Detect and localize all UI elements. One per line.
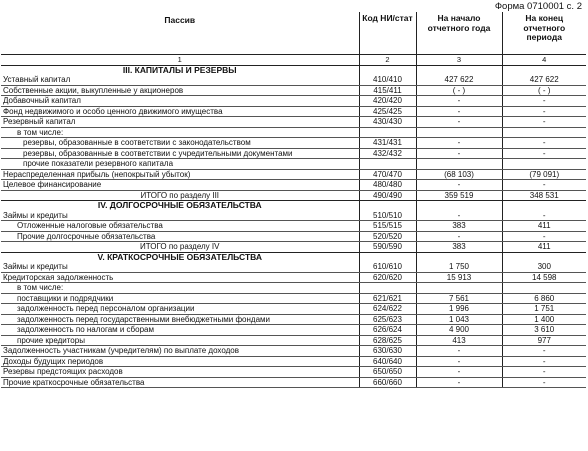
row-code: 610/610 [359,262,416,272]
row-value-beginning: 15 913 [416,272,502,283]
row-name: V. КРАТКОСРОЧНЫЕ ОБЯЗАТЕЛЬСТВА [97,252,263,262]
table-row [1,325,586,336]
header-code: Код НИ/стат [359,12,416,55]
header-beginning-of-year: На начало отчетного года [416,12,502,55]
row-value-end: - [502,106,586,117]
row-code: 630/630 [359,346,416,357]
row-name: Прочие краткосрочные обязательства [1,377,359,388]
row-code: 620/620 [359,272,416,283]
row-value-end: 6 860 [502,293,586,304]
table-row [1,367,586,378]
row-code [359,159,416,170]
row-value-end: 1 751 [502,304,586,315]
row-value-end: 300 [502,262,586,272]
row-name: задолженность перед персоналом организации [1,304,359,315]
row-value-beginning: 7 561 [416,293,502,304]
row-value-end: - [502,356,586,367]
row-value-end: - [502,180,586,191]
table-row [1,377,586,388]
row-value-end [502,201,586,211]
row-code: 480/480 [359,180,416,191]
row-value-beginning: - [416,138,502,149]
row-name: Уставный капитал [1,75,359,85]
row-code: 520/520 [359,231,416,242]
row-code: 432/432 [359,148,416,159]
row-code: 621/621 [359,293,416,304]
row-value-beginning: 1 750 [416,262,502,272]
row-value-beginning: - [416,96,502,107]
row-value-end: 411 [502,221,586,232]
row-value-end: 3 610 [502,325,586,336]
section-heading-row [1,65,586,75]
total-row [1,242,586,253]
row-value-end: - [502,211,586,221]
row-value-end: - [502,231,586,242]
row-code: 431/431 [359,138,416,149]
row-code: 410/410 [359,75,416,85]
row-value-beginning [416,252,502,262]
row-value-end: - [502,117,586,128]
table-row [1,283,586,294]
column-number: 2 [359,55,416,66]
row-value-beginning [416,65,502,75]
row-name: Нераспределенная прибыль (непокрытый убыток) [1,169,359,180]
table-row [1,180,586,191]
row-name: Резервы предстоящих расходов [1,367,359,378]
table-row [1,211,586,221]
row-value-end [502,252,586,262]
row-value-end: 14 598 [502,272,586,283]
table-row [1,127,586,138]
row-code: 420/420 [359,96,416,107]
row-name: Прочие долгосрочные обязательства [1,231,359,242]
row-name: III. КАПИТАЛЫ И РЕЗЕРВЫ [122,65,237,75]
row-name: Фонд недвижимого и особо ценного движимого имущества [1,106,359,117]
row-value-beginning [416,201,502,211]
row-value-beginning: - [416,148,502,159]
table-row [1,159,586,170]
row-name: Доходы будущих периодов [1,356,359,367]
row-name: Займы и кредиты [1,262,359,272]
row-code: 660/660 [359,377,416,388]
row-value-beginning: - [416,106,502,117]
table-row [1,356,586,367]
row-value-beginning: - [416,180,502,191]
table-row [1,293,586,304]
row-value-end: 977 [502,335,586,346]
row-name: резервы, образованные в соответствии с учредительными документами [1,148,359,159]
form-label: Форма 0710001 с. 2 [494,1,582,12]
section-heading-row [1,252,586,262]
row-code: 470/470 [359,169,416,180]
row-name: Задолженность участникам (учредителям) по выплате доходов [1,346,359,357]
row-code: 628/625 [359,335,416,346]
row-name: Резервный капитал [1,117,359,128]
row-name: поставщики и подрядчики [1,293,359,304]
row-value-end [502,127,586,138]
section-heading-row [1,201,586,211]
column-numbers-row [1,55,586,66]
row-code: 425/425 [359,106,416,117]
row-value-end: - [502,148,586,159]
row-value-end: ( - ) [502,85,586,96]
row-value-beginning: 383 [416,242,502,253]
table-row [1,231,586,242]
row-value-beginning: (68 103) [416,169,502,180]
row-value-end [502,283,586,294]
row-value-beginning: - [416,346,502,357]
table-row [1,314,586,325]
row-code [359,252,416,262]
row-name: прочие кредиторы [1,335,359,346]
table-row [1,335,586,346]
row-code: 430/430 [359,117,416,128]
row-name: прочие показатели резервного капитала [1,159,359,170]
row-value-end: 411 [502,242,586,253]
row-value-beginning: - [416,231,502,242]
row-name: ИТОГО по разделу III [1,190,359,201]
row-name: задолженность по налогам и сборам [1,325,359,336]
row-value-beginning: 4 900 [416,325,502,336]
row-value-beginning: - [416,211,502,221]
row-value-end: 427 622 [502,75,586,85]
header-name: Пассив [1,12,359,55]
row-value-end: 1 400 [502,314,586,325]
row-code: 640/640 [359,356,416,367]
row-code [359,65,416,75]
row-value-end [502,65,586,75]
row-code: 590/590 [359,242,416,253]
row-value-end: (79 091) [502,169,586,180]
row-code [359,201,416,211]
total-row [1,190,586,201]
row-value-beginning [416,283,502,294]
table-row [1,96,586,107]
column-number: 4 [502,55,586,66]
row-name: в том числе: [1,283,359,294]
header-end-of-period: На конец отчетного периода [502,12,586,55]
row-value-beginning: - [416,117,502,128]
row-value-end [502,159,586,170]
table-row [1,272,586,283]
row-code: 515/515 [359,221,416,232]
row-value-beginning: 413 [416,335,502,346]
row-name: Собственные акции, выкупленные у акционеров [1,85,359,96]
row-value-beginning: - [416,377,502,388]
row-value-beginning [416,127,502,138]
row-value-beginning: - [416,367,502,378]
row-value-beginning: ( - ) [416,85,502,96]
table-row [1,221,586,232]
row-name: Кредиторская задолженность [1,272,359,283]
row-code [359,127,416,138]
row-value-beginning: 359 519 [416,190,502,201]
table-row [1,85,586,96]
table-row [1,169,586,180]
row-code: 490/490 [359,190,416,201]
table-row [1,148,586,159]
table-row [1,106,586,117]
column-number: 1 [1,55,359,66]
row-value-end: - [502,346,586,357]
row-value-end: - [502,96,586,107]
row-code: 650/650 [359,367,416,378]
row-code: 625/623 [359,314,416,325]
column-number: 3 [416,55,502,66]
row-name: Целевое финансирование [1,180,359,191]
row-code [359,283,416,294]
table-row [1,75,586,85]
balance-liabilities-table [1,12,586,388]
row-name: Добавочный капитал [1,96,359,107]
row-value-beginning: 1 043 [416,314,502,325]
row-value-beginning [416,159,502,170]
row-name: задолженность перед государственными внебюджетными фондами [1,314,359,325]
row-value-end: - [502,377,586,388]
row-value-end: 348 531 [502,190,586,201]
row-code: 626/624 [359,325,416,336]
row-name: ИТОГО по разделу IV [1,242,359,253]
row-value-end: - [502,138,586,149]
row-value-beginning: - [416,356,502,367]
row-name: IV. ДОЛГОСРОЧНЫЕ ОБЯЗАТЕЛЬСТВА [97,200,262,210]
row-name: в том числе: [1,127,359,138]
row-name: резервы, образованные в соответствии с законодательством [1,138,359,149]
row-name: Отложенные налоговые обязательства [1,221,359,232]
table-header-row [1,12,586,55]
table-row [1,262,586,272]
table-row [1,138,586,149]
table-row [1,346,586,357]
row-value-beginning: 1 996 [416,304,502,315]
row-code: 510/510 [359,211,416,221]
table-row [1,304,586,315]
row-code: 415/411 [359,85,416,96]
row-name: Займы и кредиты [1,211,359,221]
row-value-beginning: 427 622 [416,75,502,85]
row-code: 624/622 [359,304,416,315]
table-row [1,117,586,128]
row-value-end: - [502,367,586,378]
row-value-beginning: 383 [416,221,502,232]
